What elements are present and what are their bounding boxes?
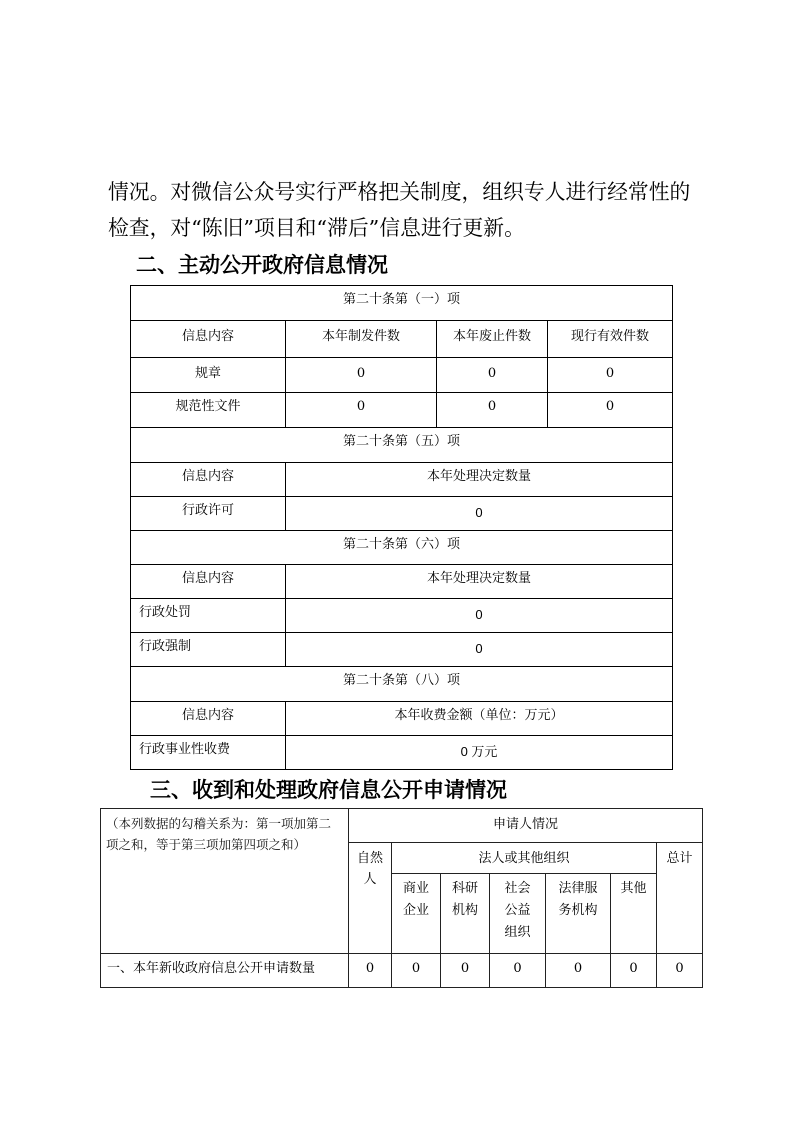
column-header: 本年废止件数 (437, 321, 548, 358)
cell-value: 0 (437, 358, 548, 393)
paragraph-line: 检查，对“陈旧”项目和“滞后”信息进行更新。 (108, 216, 525, 240)
table-header-row (131, 463, 673, 497)
applications-table (100, 808, 703, 988)
row-label: 行政处罚 (131, 599, 286, 633)
article-title: 第二十条第（八）项 (131, 667, 673, 702)
row-label: 规章 (131, 358, 286, 393)
cell-value: 0 (611, 954, 657, 988)
legal-group-header: 法人或其他组织 (392, 843, 657, 874)
cell-value: 0 (441, 954, 490, 988)
column-header: 信息内容 (131, 565, 286, 599)
table-row (131, 358, 673, 393)
row-label: 一、本年新收政府信息公开申请数量 (101, 954, 349, 988)
article-title: 第二十条第（六）项 (131, 531, 673, 565)
cell-value: 0 (546, 954, 611, 988)
total-header: 总计 (657, 843, 703, 954)
cell-value: 0 (286, 599, 673, 633)
header-text: 科研机构 (451, 881, 478, 918)
applicant-header: 申请人情况 (349, 809, 703, 843)
cell-value: 0 (286, 393, 437, 428)
cell-value: 0 (657, 954, 703, 988)
body-paragraph (108, 174, 708, 246)
table-header-row (101, 809, 703, 843)
cell-value: 0 (437, 393, 548, 428)
proactive-disclosure-table (130, 285, 673, 770)
header-text: 商业企业 (402, 881, 429, 918)
legal-type-header (490, 874, 546, 954)
legal-type-header (441, 874, 490, 954)
table-row (131, 667, 673, 702)
article-title: 第二十条第（五）项 (131, 428, 673, 463)
column-header: 现行有效件数 (548, 321, 673, 358)
legal-type-header (546, 874, 611, 954)
legal-type-header (611, 874, 657, 954)
header-text: 其他 (620, 881, 647, 896)
table-row (131, 393, 673, 428)
table-row (131, 599, 673, 633)
table-row (131, 736, 673, 770)
table-header-row (131, 702, 673, 736)
table-header-row (131, 565, 673, 599)
column-header: 本年处理决定数量 (286, 463, 673, 497)
column-header: 本年处理决定数量 (286, 565, 673, 599)
cell-value: 0 万元 (286, 736, 673, 770)
relation-note: （本列数据的勾稽关系为：第一项加第二项之和，等于第三项加第四项之和） (101, 809, 349, 954)
paragraph-line: 情况。对微信公众号实行严格把关制度，组织专人进行经常性的 (108, 180, 691, 204)
cell-value: 0 (286, 633, 673, 667)
row-label: 行政许可 (131, 497, 286, 531)
table-row (131, 286, 673, 321)
column-header: 本年制发件数 (286, 321, 437, 358)
table-row (131, 428, 673, 463)
row-label: 行政事业性收费 (131, 736, 286, 770)
row-label: 规范性文件 (131, 393, 286, 428)
column-header: 信息内容 (131, 321, 286, 358)
legal-type-header (392, 874, 441, 954)
section-heading-applications: 三、收到和处理政府信息公开申请情况 (150, 778, 507, 802)
cell-value: 0 (286, 497, 673, 531)
natural-person-header (349, 843, 392, 954)
cell-value: 0 (286, 358, 437, 393)
header-text: 自然人 (356, 851, 383, 887)
section-heading-proactive-disclosure: 二、主动公开政府信息情况 (136, 253, 388, 277)
column-header: 信息内容 (131, 463, 286, 497)
table-row (131, 497, 673, 531)
table-header-row (131, 321, 673, 358)
column-header: 信息内容 (131, 702, 286, 736)
row-label: 行政强制 (131, 633, 286, 667)
cell-value: 0 (548, 358, 673, 393)
header-text: 社会公益组织 (504, 881, 531, 940)
cell-value: 0 (548, 393, 673, 428)
column-header: 本年收费金额（单位：万元） (286, 702, 673, 736)
table-row (101, 954, 703, 988)
table-row (131, 531, 673, 565)
table-row (131, 633, 673, 667)
cell-value: 0 (392, 954, 441, 988)
article-title: 第二十条第（一）项 (131, 286, 673, 321)
cell-value: 0 (490, 954, 546, 988)
header-text: 法律服务机构 (558, 881, 598, 918)
cell-value: 0 (349, 954, 392, 988)
